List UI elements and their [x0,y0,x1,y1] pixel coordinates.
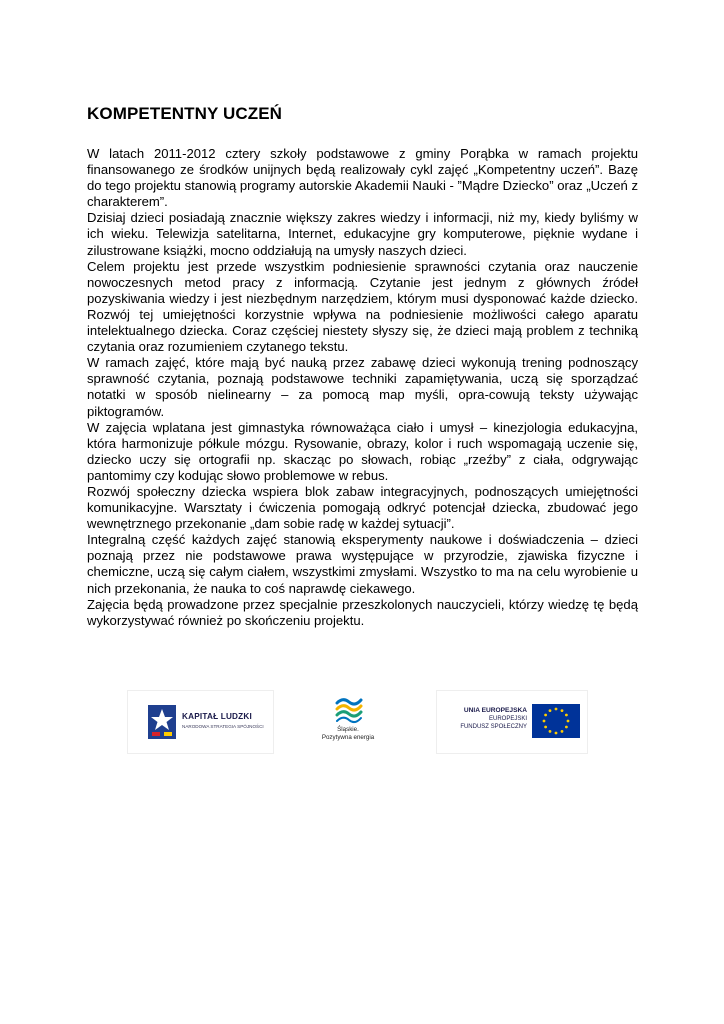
unia-europejska-line1: UNIA EUROPEJSKA [463,707,527,714]
paragraph-teachers: Zajęcia będą prowadzone przez specjalnie przeszkolonych nauczycieli, którzy wiedzę tę będą wykorzystywać również po skończeniu projektu. [87,596,638,628]
unia-europejska-line3: FUNDUSZ SPOŁECZNY [460,724,527,730]
paragraph-training: W ramach zajęć, które mają być nauką przez zabawę dzieci wykonują trening podnoszący sprawność czytania, poznają podstawowe techniki zapamiętywania, uczą się sporządzać notatki w sposób nielinearny – za pomocą map myśli, opra-cowują teksty używając piktogramów. [87,355,638,419]
kapital-ludzki-title: KAPITAŁ LUDZKI [182,712,252,721]
document-body [87,146,638,629]
kapital-ludzki-subtitle: NARODOWA STRATEGIA SPÓJNOŚCI [182,724,264,729]
paragraph-goal: Celem projektu jest przede wszystkim podniesienie sprawności czytania oraz nauczenie nowoczesnych metod pracy z informacją. Czytanie jest jednym z głównych źródeł pozyskiwania wiedzy i jest niezbędnym narzędziem, którym musi dysponować każde dziecko. Rozwój tej umiejętności korzystnie wpływa na podniesienie możliwości całego aparatu intelektualnego dziecka. Coraz częściej niestety słyszy się, że dzieci mają problem z techniką czytania oraz rozumieniem czytanego tekstu. [87,258,638,355]
paragraph-experiments: Integralną część każdych zajęć stanowią eksperymenty naukowe i doświadczenia – dzieci poznają przez nie podstawowe prawa występujące w przyrodzie, zjawiska fizyczne i chemiczne, uczą się całym ciałem, wszystkimi zmysłami. Wszystko to ma na celu wyrobienie u nich przekonania, że nauka to coś naprawdę ciekawego. [87,532,638,596]
unia-europejska-text [460,707,527,731]
document-page [87,103,638,629]
unia-europejska-logo [436,690,588,754]
document-title: KOMPETENTNY UCZEŃ [87,104,283,123]
paragraph-social: Rozwój społeczny dziecka wspiera blok zabaw integracyjnych, podnoszących umiejętności komunikacyjne. Warsztaty i ćwiczenia pomogają odkryć potencjał dziecka, zbudować jego wewnętrznego przekonanie „dam sobie radę w każdej sytuacji”. [87,483,638,532]
slaskie-line1: Śląskie. [337,726,359,733]
kapital-ludzki-logo [127,690,274,754]
slaskie-line2: Pozytywna energia [321,734,375,741]
slaskie-logo [313,690,383,752]
paragraph-intro: W latach 2011-2012 cztery szkoły podstawowe z gminy Porąbka w ramach projektu finansowanego ze środków unijnych będą realizowały cykl zajęć „Kompetentny uczeń”. Bazę do tego projektu stanowią programy autorskie Akademii Nauki - ”Mądre Dziecko” oraz „Uczeń z charakterem”. [87,146,638,210]
sponsor-logos [120,690,600,752]
slaskie-wave-icon [333,694,363,724]
eu-flag-icon [532,704,580,738]
unia-europejska-line2: EUROPEJSKI [488,716,527,722]
paragraph-gymnastics: W zajęcia wplatana jest gimnastyka równoważąca ciało i umysł – kinezjologia edukacyjna, która harmonizuje półkule mózgu. Rysowanie, obrazy, kolor i ruch wspomagają uczenie się, dziecko uczy się ortografii np. skacząc po słowach, robiąc „rzeźby” z ciała, odgrywając pantomimy czy kodując słowo problemowe w rebus. [87,419,638,483]
kapital-ludzki-star-icon [148,705,176,739]
paragraph-knowledge: Dzisiaj dzieci posiadają znacznie większy zakres wiedzy i informacji, niż my, kiedy byliśmy w ich wieku. Telewizja satelitarna, Internet, edukacyjne gry komputerowe, pięknie wydane i zilustrowane książki, mocno oddziałują na umysły naszych dzieci. [87,210,638,258]
